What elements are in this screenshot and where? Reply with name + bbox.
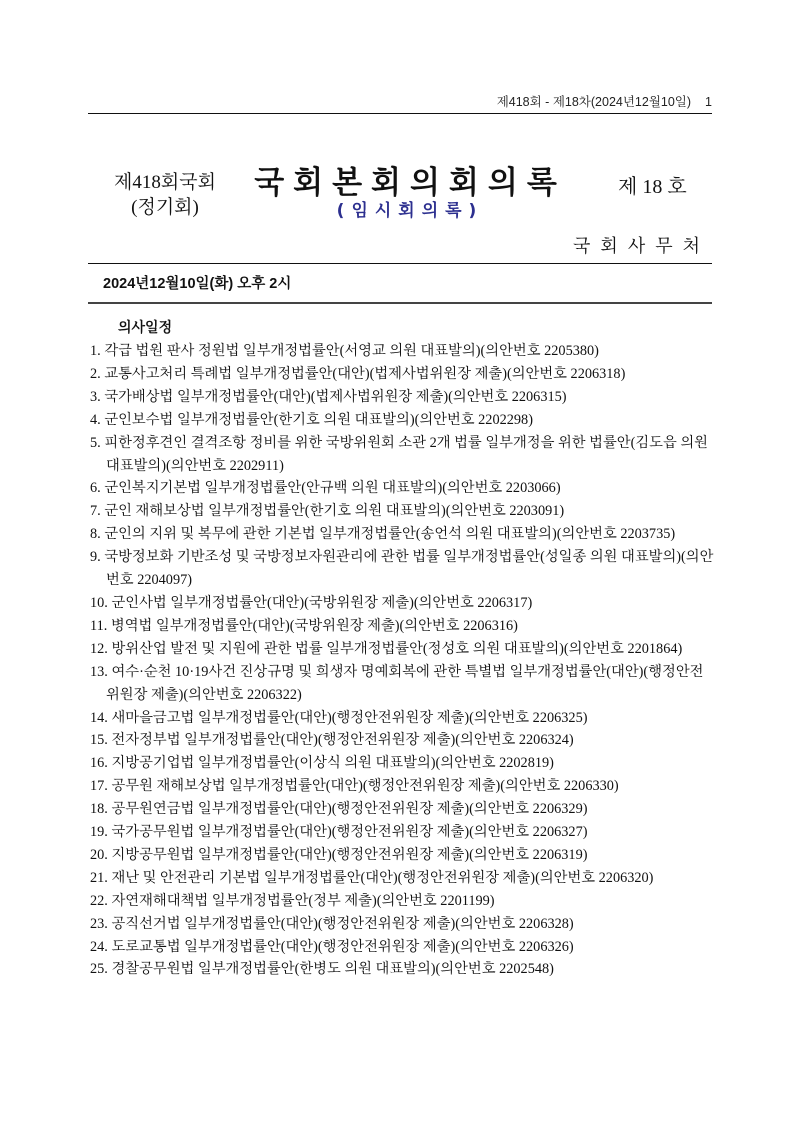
agenda-item: 13. 여수·순천 10·19사건 진상규명 및 희생자 명예회복에 관한 특별법 일부개정법률안(대안)(행정안전위원장 제출)(의안번호 2206322) bbox=[90, 663, 704, 703]
agenda-item: 2. 교통사고처리 특례법 일부개정법률안(대안)(법제사법위원장 제출)(의안번호 2206318) bbox=[90, 365, 626, 382]
agenda-item: 12. 방위산업 발전 및 지원에 관한 법률 일부개정법률안(정성호 의원 대표발의)(의안번호 2201864) bbox=[90, 640, 683, 657]
session-date-label: 제418회 - 제18차(2024년12월10일) bbox=[496, 95, 692, 109]
agenda-item: 9. 국방정보화 기반조성 및 국방정보자원관리에 관한 법률 일부개정법률안(성일종 의원 대표발의)(의안번호 2204097) bbox=[90, 549, 714, 589]
header-divider bbox=[88, 113, 712, 114]
page-number: 1 bbox=[705, 95, 712, 109]
agenda-item: 25. 경찰공무원법 일부개정법률안(한병도 의원 대표발의)(의안번호 2202548) bbox=[90, 961, 554, 978]
meeting-datetime: 2024년12월10일(화) 오후 2시 bbox=[103, 276, 292, 292]
agenda-item: 22. 자연재해대책법 일부개정법률안(정부 제출)(의안번호 2201199) bbox=[90, 892, 495, 909]
agenda-item: 4. 군인보수법 일부개정법률안(한기호 의원 대표발의)(의안번호 2202298) bbox=[90, 411, 533, 428]
issue-number: 제 18 호 bbox=[618, 176, 687, 198]
agenda-item: 16. 지방공기업법 일부개정법률안(이상식 의원 대표발의)(의안번호 2202819) bbox=[90, 755, 554, 772]
publisher-organization: 국회사무처 bbox=[573, 236, 710, 256]
agenda-item: 7. 군인 재해보상법 일부개정법률안(한기호 의원 대표발의)(의안번호 2203091) bbox=[90, 503, 565, 520]
agenda-item: 24. 도로교통법 일부개정법률안(대안)(행정안전위원장 제출)(의안번호 2206326) bbox=[90, 938, 574, 955]
document-title: 국회본회의회의록 bbox=[254, 165, 566, 201]
agenda-item: 20. 지방공무원법 일부개정법률안(대안)(행정안전위원장 제출)(의안번호 2206319) bbox=[90, 846, 588, 863]
agenda-item: 5. 피한정후견인 결격조항 정비를 위한 국방위원회 소관 2개 법률 일부개정을 위한 법률안(김도읍 의원 대표발의)(의안번호 2202911) bbox=[90, 434, 708, 474]
document-subtitle: (임시회의록) bbox=[336, 201, 484, 221]
agenda-item: 18. 공무원연금법 일부개정법률안(대안)(행정안전위원장 제출)(의안번호 2206329) bbox=[90, 801, 588, 818]
agenda-item: 1. 각급 법원 판사 정원법 일부개정법률안(서영교 의원 대표발의)(의안번호 2205380) bbox=[90, 343, 599, 359]
agenda-heading: 의사일정 bbox=[118, 319, 173, 335]
agenda-item: 6. 군인복지기본법 일부개정법률안(안규백 의원 대표발의)(의안번호 2203066) bbox=[90, 480, 561, 497]
agenda-item: 15. 전자정부법 일부개정법률안(대안)(행정안전위원장 제출)(의안번호 2206324) bbox=[90, 732, 574, 749]
agenda-item: 23. 공직선거법 일부개정법률안(대안)(행정안전위원장 제출)(의안번호 2206328) bbox=[90, 915, 574, 932]
agenda-item: 19. 국가공무원법 일부개정법률안(대안)(행정안전위원장 제출)(의안번호 2206327) bbox=[90, 824, 588, 841]
date-top-divider bbox=[88, 263, 712, 264]
session-type: (정기회) bbox=[131, 197, 199, 218]
agenda-item: 21. 재난 및 안전관리 기본법 일부개정법률안(대안)(행정안전위원장 제출)(의안번호 2206320) bbox=[90, 869, 654, 886]
agenda-item: 11. 병역법 일부개정법률안(대안)(국방위원장 제출)(의안번호 2206316) bbox=[90, 617, 518, 634]
running-header bbox=[0, 92, 712, 110]
session-number: 제418회국회 bbox=[114, 172, 216, 193]
date-bottom-divider bbox=[88, 302, 712, 304]
agenda-item: 8. 군인의 지위 및 복무에 관한 기본법 일부개정법률안(송언석 의원 대표발의)(의안번호 2203735) bbox=[90, 526, 676, 543]
session-info bbox=[100, 170, 230, 220]
agenda-item: 17. 공무원 재해보상법 일부개정법률안(대안)(행정안전위원장 제출)(의안번호 2206330) bbox=[90, 778, 619, 795]
agenda-item: 10. 군인사법 일부개정법률안(대안)(국방위원장 제출)(의안번호 2206317) bbox=[90, 594, 533, 611]
agenda-item: 14. 새마을금고법 일부개정법률안(대안)(행정안전위원장 제출)(의안번호 2206325) bbox=[90, 709, 588, 726]
agenda-list bbox=[90, 340, 714, 981]
agenda-item: 3. 국가배상법 일부개정법률안(대안)(법제사법위원장 제출)(의안번호 2206315) bbox=[90, 388, 567, 405]
